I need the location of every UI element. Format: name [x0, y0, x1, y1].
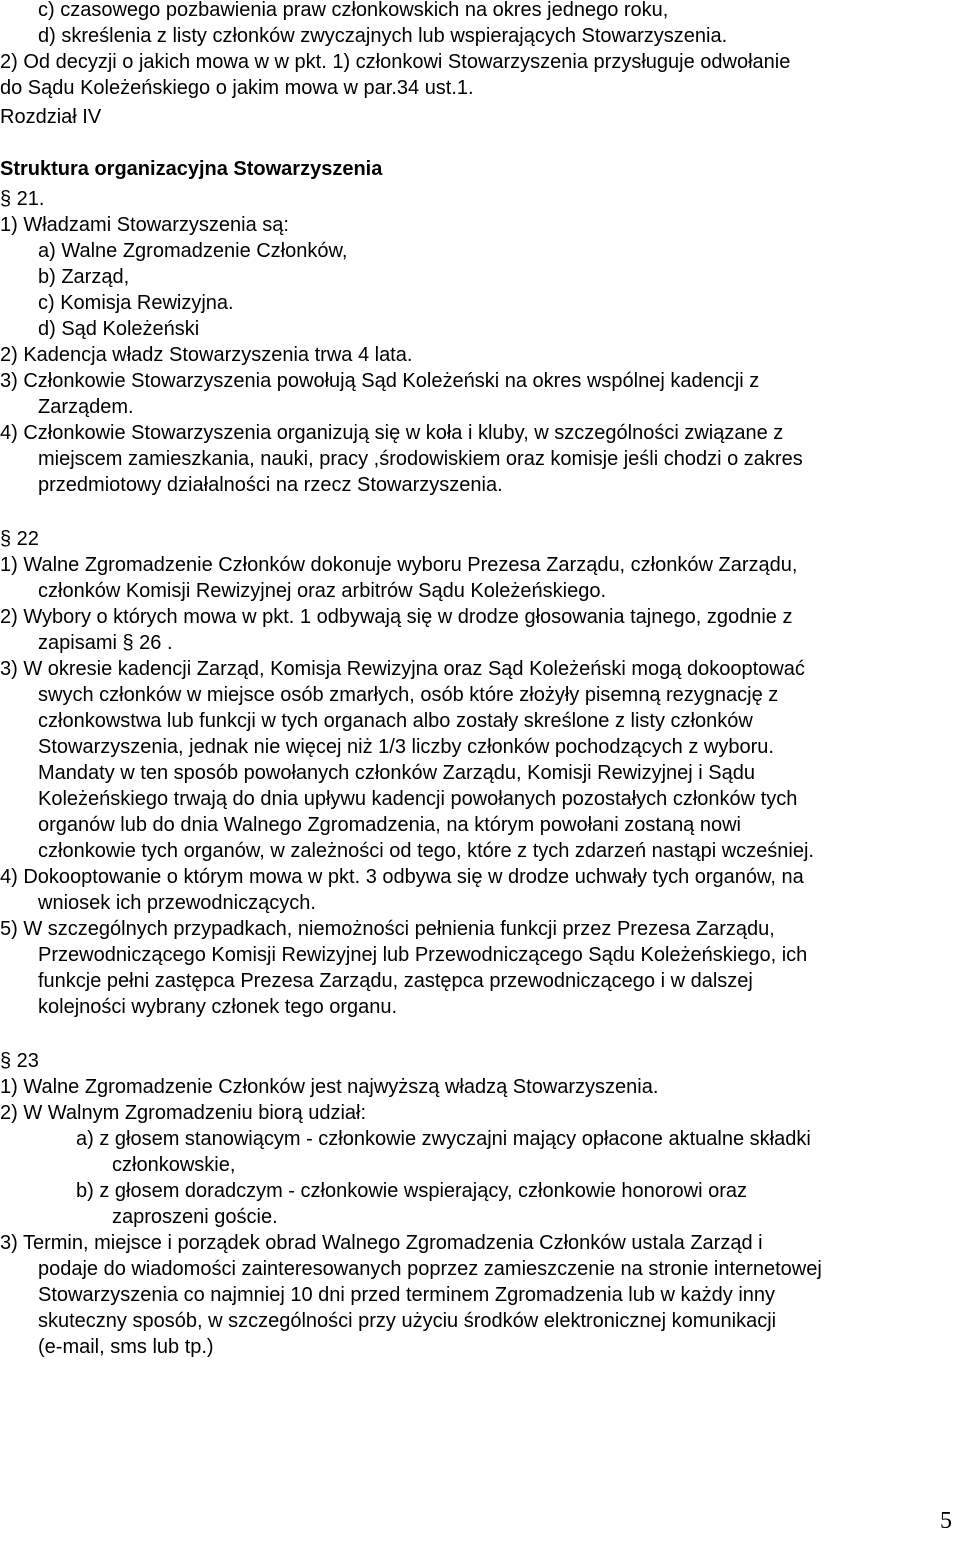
text-line: 2) Kadencja władz Stowarzyszenia trwa 4 lata. — [0, 344, 413, 366]
list-item: a) Walne Zgromadzenie Członków, — [38, 240, 348, 262]
text-line: do Sądu Koleżeńskiego o jakim mowa w par.34 ust.1. — [0, 77, 474, 99]
text-line: 1) Walne Zgromadzenie Członków jest najwyższą władzą Stowarzyszenia. — [0, 1076, 659, 1098]
section-heading: § 23 — [0, 1050, 39, 1072]
text-line: przedmiotowy działalności na rzecz Stowarzyszenia. — [38, 474, 503, 496]
list-item: zaproszeni goście. — [112, 1206, 278, 1228]
text-line: 1) Walne Zgromadzenie Członków dokonuje wyboru Prezesa Zarządu, członków Zarządu, — [0, 554, 798, 576]
text-line: organów lub do dnia Walnego Zgromadzenia, na którym powołani zostaną nowi — [38, 814, 741, 836]
text-line: 4) Dokooptowanie o którym mowa w pkt. 3 odbywa się w drodze uchwały tych organów, na — [0, 866, 804, 888]
text-line: członków Komisji Rewizyjnej oraz arbitrów Sądu Koleżeńskiego. — [38, 580, 607, 602]
text-line: członkowstwa lub funkcji w tych organach albo zostały skreślone z listy członków — [38, 710, 753, 732]
text-line: zapisami § 26 . — [38, 632, 173, 654]
chapter-title: Struktura organizacyjna Stowarzyszenia — [0, 158, 383, 180]
text-line: swych członków w miejsce osób zmarłych, osób które złożyły pisemną rezygnację z — [38, 684, 779, 706]
text-line: 3) Członkowie Stowarzyszenia powołują Sąd Koleżeński na okres wspólnej kadencji z — [0, 370, 760, 392]
list-item: a) z głosem stanowiącym - członkowie zwyczajni mający opłacone aktualne składki — [76, 1128, 811, 1150]
chapter-number: Rozdział IV — [0, 106, 102, 128]
list-item: c) Komisja Rewizyjna. — [38, 292, 234, 314]
text-line: Stowarzyszenia, jednak nie więcej niż 1/3 liczby członków pochodzących z wyboru. — [38, 736, 774, 758]
text-line: miejscem zamieszkania, nauki, pracy ,środowiskiem oraz komisje jeśli chodzi o zakres — [38, 448, 803, 470]
text-line: Mandaty w ten sposób powołanych członków Zarządu, Komisji Rewizyjnej i Sądu — [38, 762, 756, 784]
text-line: 3) Termin, miejsce i porządek obrad Walnego Zgromadzenia Członków ustala Zarząd i — [0, 1232, 763, 1254]
text-line: 2) Wybory o których mowa w pkt. 1 odbywają się w drodze głosowania tajnego, zgodnie z — [0, 606, 793, 628]
text-line: Stowarzyszenia co najmniej 10 dni przed terminem Zgromadzenia lub w każdy inny — [38, 1284, 776, 1306]
text-line: 4) Członkowie Stowarzyszenia organizują się w koła i kluby, w szczególności związane z — [0, 422, 784, 444]
text-line: wniosek ich przewodniczących. — [38, 892, 316, 914]
page-number: 5 — [940, 1508, 952, 1534]
section-heading: § 21. — [0, 188, 45, 210]
text-line: d) skreślenia z listy członków zwyczajnych lub wspierających Stowarzyszenia. — [38, 25, 728, 47]
text-line: 5) W szczególnych przypadkach, niemożności pełnienia funkcji przez Prezesa Zarządu, — [0, 918, 775, 940]
text-line: Zarządem. — [38, 396, 134, 418]
text-line: 2) Od decyzji o jakich mowa w w pkt. 1) członkowi Stowarzyszenia przysługuje odwołanie — [0, 51, 791, 73]
text-line: c) czasowego pozbawienia praw członkowskich na okres jednego roku, — [38, 0, 669, 21]
list-item: b) Zarząd, — [38, 266, 130, 288]
text-line: 1) Władzami Stowarzyszenia są: — [0, 214, 289, 236]
list-item: d) Sąd Koleżeński — [38, 318, 200, 340]
text-line: członkowie tych organów, w zależności od tego, które z tych zdarzeń nastąpi wcześniej. — [38, 840, 814, 862]
text-line: Przewodniczącego Komisji Rewizyjnej lub Przewodniczącego Sądu Koleżeńskiego, ich — [38, 944, 808, 966]
section-heading: § 22 — [0, 528, 39, 550]
text-line: 3) W okresie kadencji Zarząd, Komisja Rewizyjna oraz Sąd Koleżeński mogą dokooptować — [0, 658, 805, 680]
text-line: (e-mail, sms lub tp.) — [38, 1336, 214, 1358]
text-line: funkcje pełni zastępca Prezesa Zarządu, zastępca przewodniczącego i w dalszej — [38, 970, 753, 992]
text-line: Koleżeńskiego trwają do dnia upływu kadencji powołanych pozostałych członków tych — [38, 788, 798, 810]
text-line: 2) W Walnym Zgromadzeniu biorą udział: — [0, 1102, 367, 1124]
list-item: członkowskie, — [112, 1154, 236, 1176]
text-line: kolejności wybrany członek tego organu. — [38, 996, 398, 1018]
list-item: b) z głosem doradczym - członkowie wspierający, członkowie honorowi oraz — [76, 1180, 748, 1202]
text-line: skuteczny sposób, w szczególności przy użyciu środków elektronicznej komunikacji — [38, 1310, 777, 1332]
text-line: podaje do wiadomości zainteresowanych poprzez zamieszczenie na stronie internetowej — [38, 1258, 822, 1280]
